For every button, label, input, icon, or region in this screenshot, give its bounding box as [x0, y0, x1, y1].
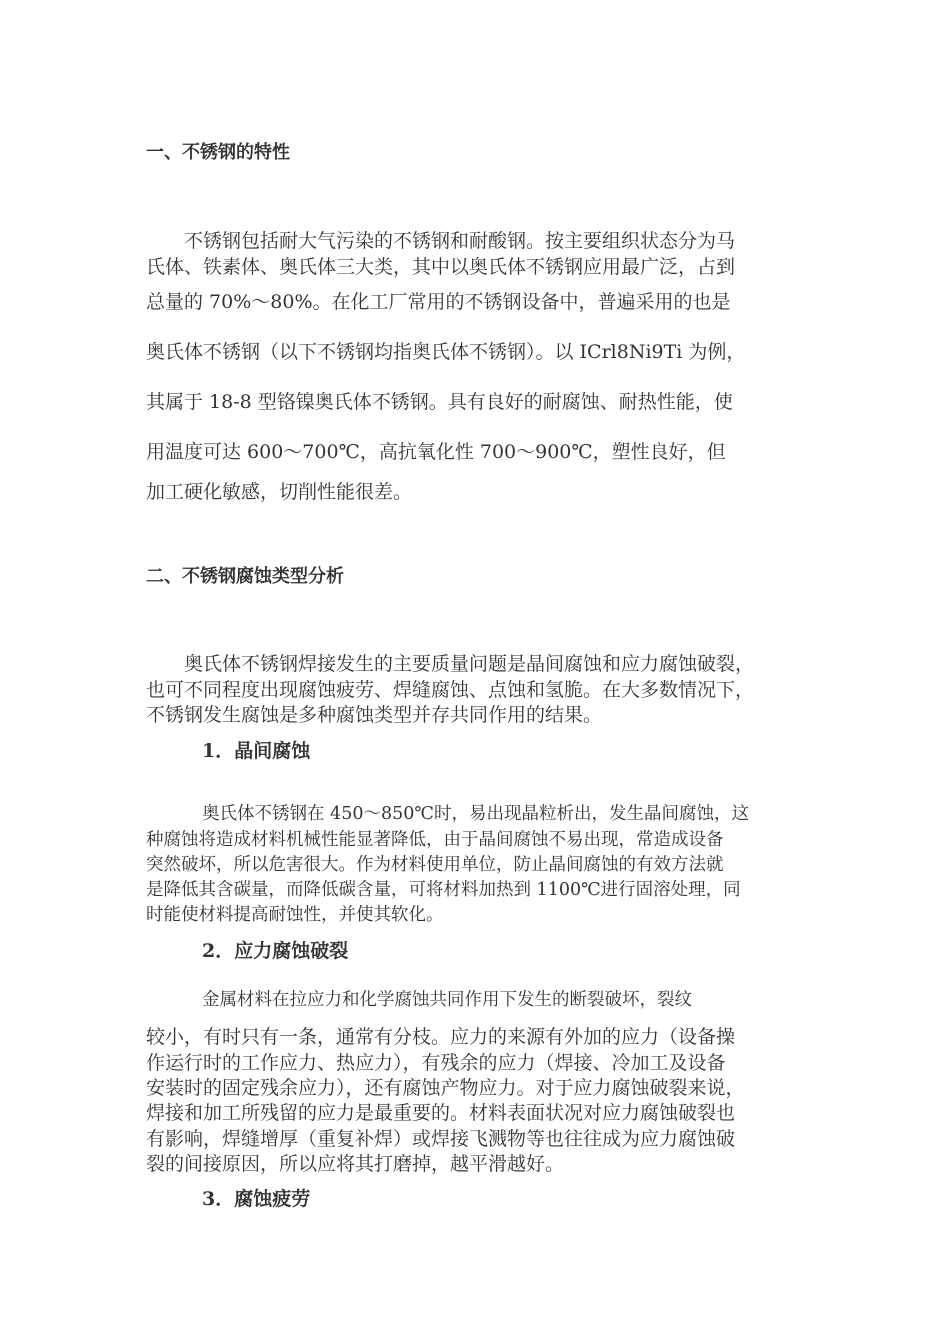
subsection2-line: 较小，有时只有一条，通常有分枝。应力的来源有外加的应力（设备操: [146, 1026, 736, 1048]
subsection1-line: 是降低其含碳量，而降低碳含量，可将材料加热到 1100℃进行固溶处理，同: [146, 880, 741, 900]
section2-heading: 二、不锈钢腐蚀类型分析: [146, 566, 344, 587]
subsection1-title: 1．晶间腐蚀: [202, 740, 311, 762]
section1-line: 奥氏体不锈钢（以下不锈钢均指奥氏体不锈钢）。以 ICrl8Ni9Ti 为例，: [146, 341, 746, 363]
subsection2-line: 裂的间接原因，所以应将其打磨掉，越平滑越好。: [146, 1153, 565, 1175]
section2-intro-line: 不锈钢发生腐蚀是多种腐蚀类型并存共同作用的结果。: [146, 704, 603, 726]
subsection2-line: 安装时的固定残余应力），还有腐蚀产物应力。对于应力腐蚀破裂来说，: [146, 1077, 745, 1099]
section1-line: 用温度可达 600～700℃，高抗氧化性 700～900℃，塑性良好，但: [146, 441, 726, 463]
subsection1-line: 时能使材料提高耐蚀性，并使其软化。: [146, 905, 444, 925]
subsection2-line: 有影响，焊缝增厚（重复补焊）或焊接飞溅物等也往往成为应力腐蚀破: [146, 1128, 736, 1150]
section1-line: 不锈钢包括耐大气污染的不锈钢和耐酸钢。按主要组织状态分为马: [184, 230, 736, 252]
subsection2-line: 焊接和加工所残留的应力是最重要的。材料表面状况对应力腐蚀破裂也: [146, 1102, 736, 1124]
section1-heading: 一、不锈钢的特性: [146, 142, 290, 163]
subsection3-title: 3．腐蚀疲劳: [202, 1188, 311, 1210]
section2-intro-line: 奥氏体不锈钢焊接发生的主要质量问题是晶间腐蚀和应力腐蚀破裂，: [184, 653, 755, 675]
section1-line: 氏体、铁素体、奥氏体三大类，其中以奥氏体不锈钢应用最广泛，占到: [146, 256, 736, 278]
subsection2-title: 2．应力腐蚀破裂: [202, 940, 349, 962]
section1-line: 其属于 18-8 型铬镍奥氏体不锈钢。具有良好的耐腐蚀、耐热性能，使: [146, 391, 733, 413]
subsection2-line: 作运行时的工作应力、热应力），有残余的应力（焊接、冷加工及设备: [146, 1052, 726, 1074]
subsection2-line: 金属材料在拉应力和化学腐蚀共同作用下发生的断裂破坏，裂纹: [202, 990, 692, 1010]
section2-intro-line: 也可不同程度出现腐蚀疲劳、焊缝腐蚀、点蚀和氢脆。在大多数情况下，: [146, 679, 755, 701]
subsection1-line: 奥氏体不锈钢在 450～850℃时，易出现晶粒析出，发生晶间腐蚀，这: [202, 804, 749, 824]
section1-line: 加工硬化敏感，切削性能很差。: [146, 481, 413, 503]
section1-line: 总量的 70%～80%。在化工厂常用的不锈钢设备中，普遍采用的也是: [146, 291, 731, 313]
subsection1-line: 种腐蚀将造成材料机械性能显著降低，由于晶间腐蚀不易出现，常造成设备: [146, 830, 724, 850]
subsection1-line: 突然破坏，所以危害很大。作为材料使用单位，防止晶间腐蚀的有效方法就: [146, 855, 724, 875]
